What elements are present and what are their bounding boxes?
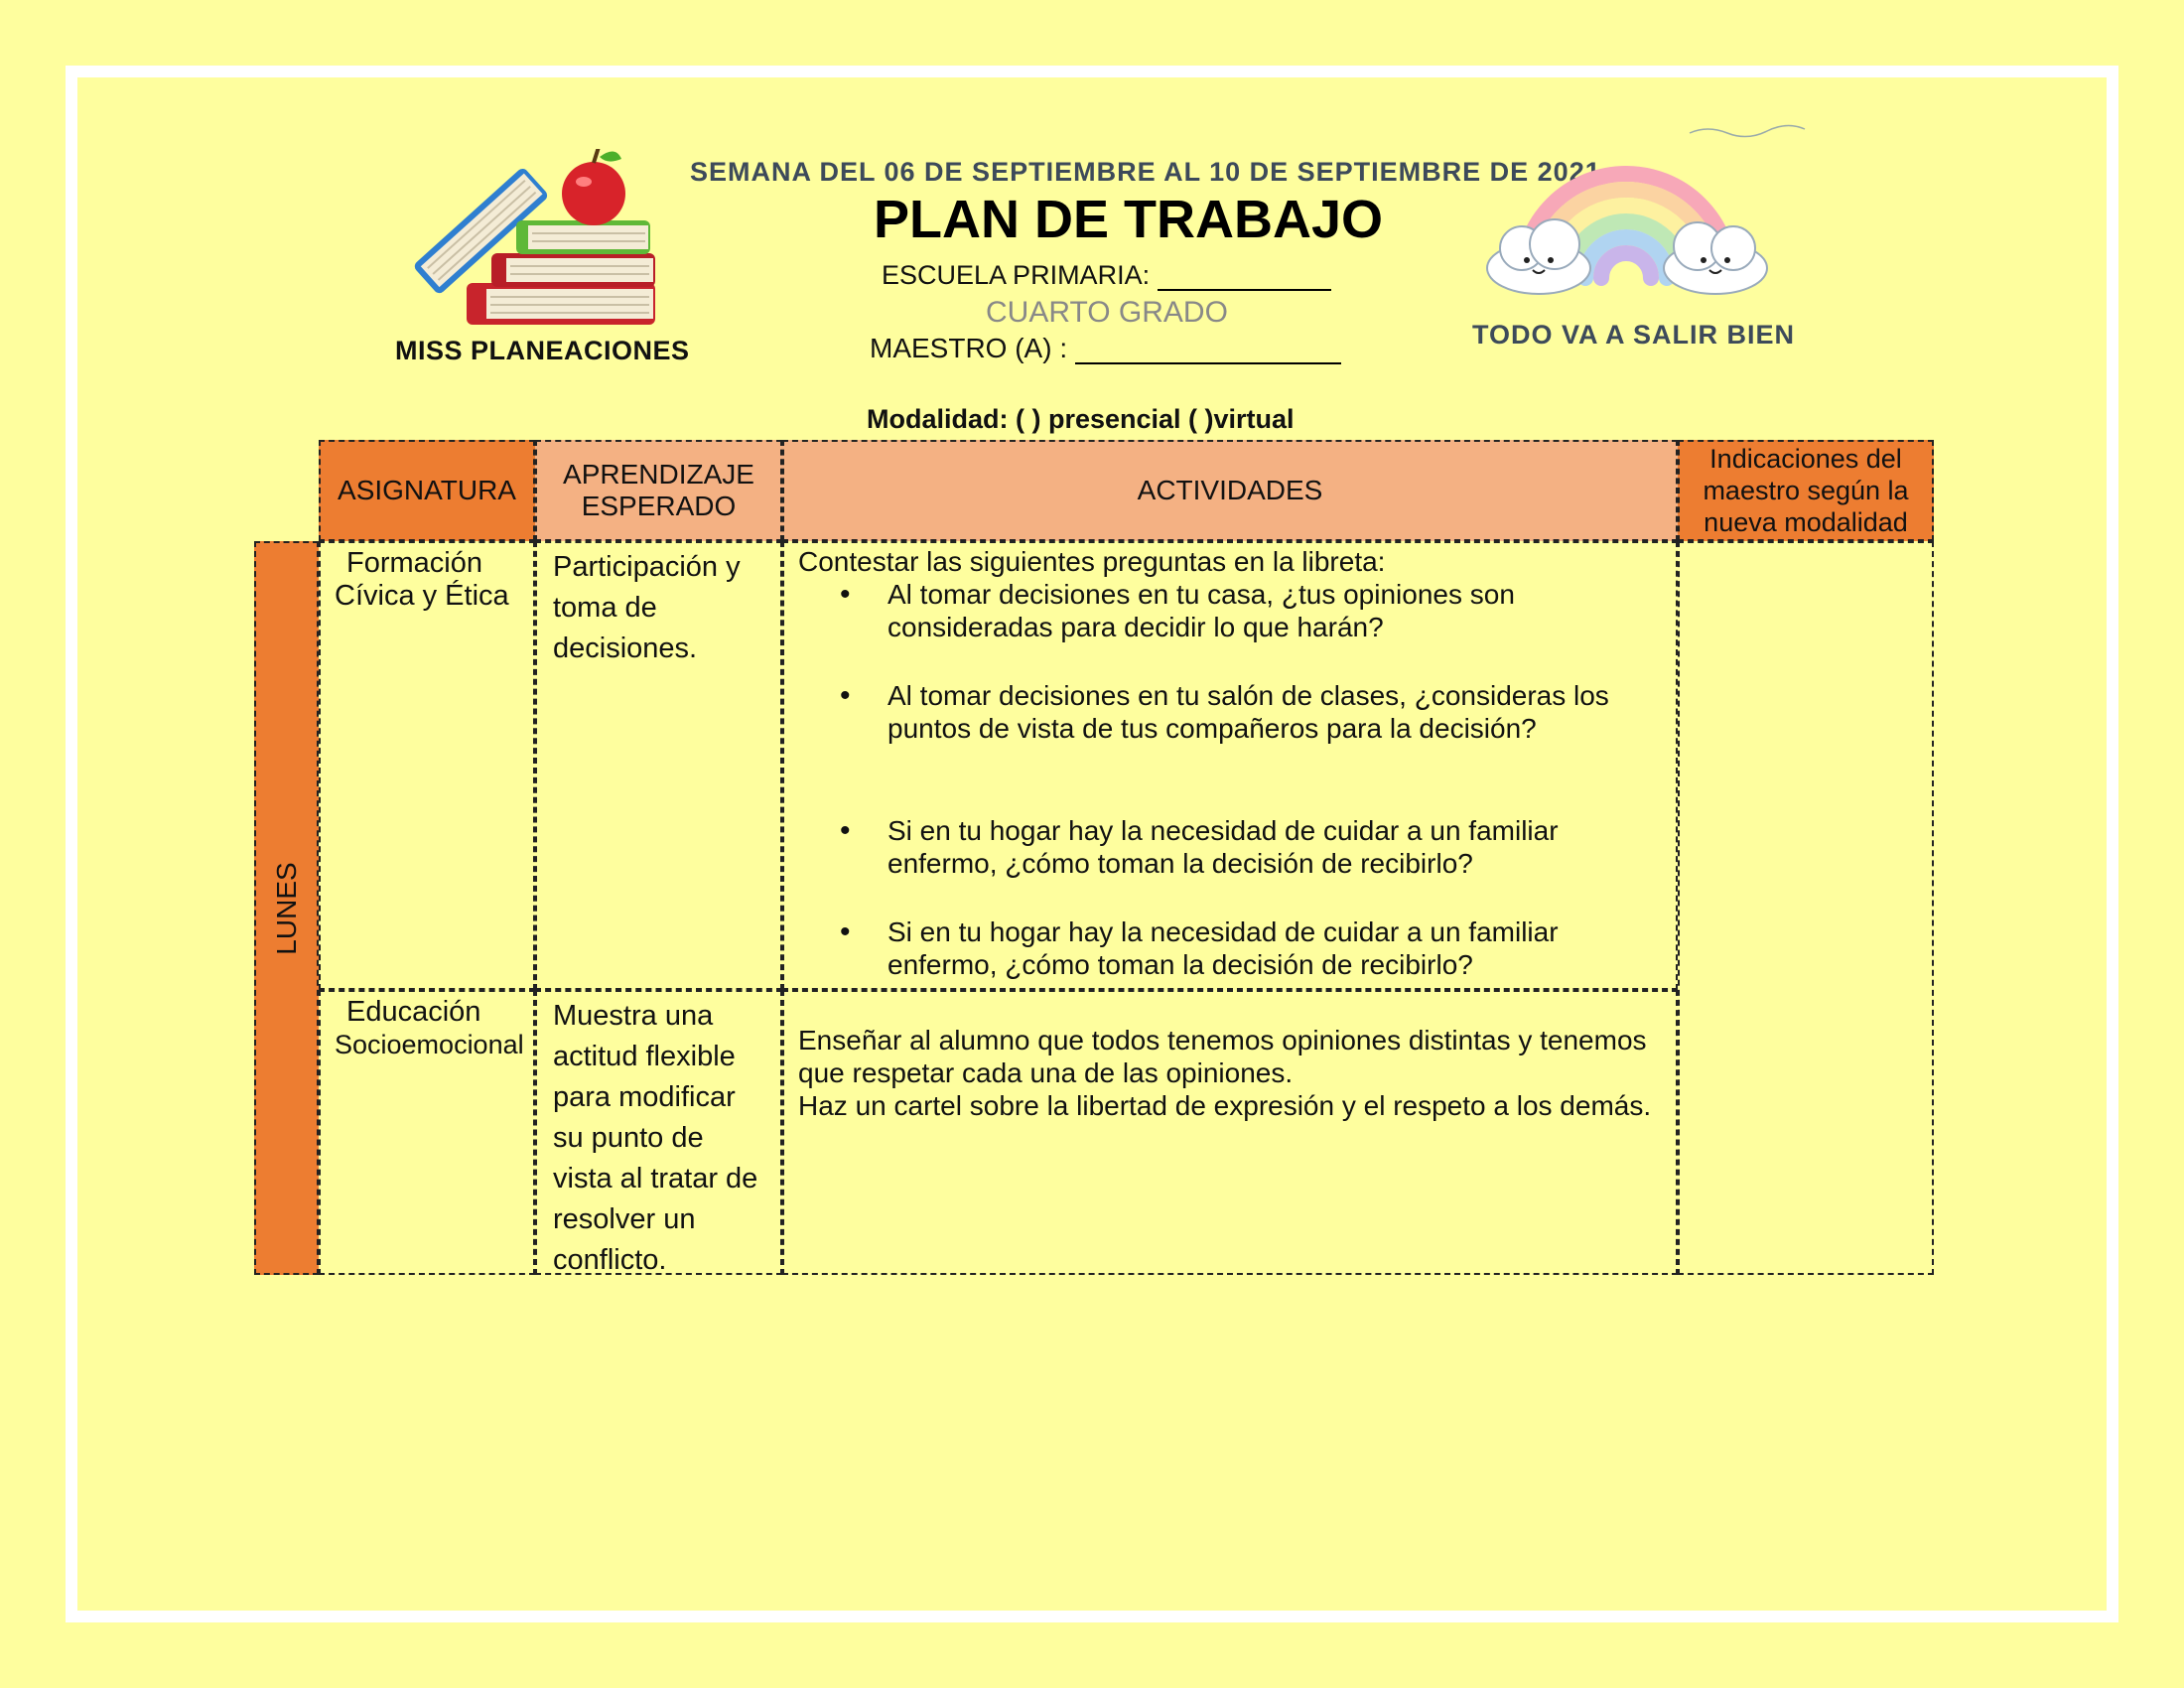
brand-name: MISS PLANEACIONES	[395, 336, 690, 365]
list-item: • Si en tu hogar hay la necesidad de cuidar a un familiar enfermo, ¿cómo toman la decisión de recibirlo?	[887, 915, 1662, 981]
activities-1-list	[798, 578, 1662, 981]
header-indicaciones	[1678, 440, 1934, 541]
school-field	[882, 260, 1331, 291]
header-actividades-label: ACTIVIDADES	[1137, 475, 1323, 505]
slogan: TODO VA A SALIR BIEN	[1472, 320, 1796, 350]
grade: CUARTO GRADO	[986, 296, 1228, 329]
learning-cell-2	[535, 990, 782, 1275]
teacher-blank-line	[1075, 337, 1341, 364]
activities-cell-1	[782, 541, 1678, 990]
teacher-field	[870, 333, 1341, 364]
subject-cell-2	[319, 990, 535, 1275]
day-cell	[254, 541, 319, 1275]
activities-1-intro: Contestar las siguientes preguntas en la libreta:	[798, 546, 1386, 577]
subject-1-line1: Formación	[346, 547, 482, 579]
header-aprendizaje	[535, 440, 782, 541]
indicaciones-cell	[1678, 541, 1934, 1275]
header-asignatura-label: ASIGNATURA	[338, 475, 516, 505]
subject-cell-1	[319, 541, 535, 990]
rainbow-icon	[1477, 129, 1775, 308]
modalidad: Modalidad: ( ) presencial ( )virtual	[867, 404, 1295, 434]
list-item: • Al tomar decisiones en tu casa, ¿tus opiniones son consideradas para decidir lo que harán?	[887, 578, 1662, 643]
activities-2-line1: Enseñar al alumno que todos tenemos opiniones distintas y tenemos que respetar cada una de las opiniones.	[798, 1025, 1647, 1088]
activities-2-line2: Haz un cartel sobre la libertad de expresión y el respeto a los demás.	[798, 1090, 1652, 1121]
learning-2-text: Muestra una actitud flexible para modificar su punto de vista al tratar de resolver un conflicto.	[553, 1000, 758, 1276]
books-apple-logo	[397, 149, 665, 328]
header-asignatura	[319, 440, 535, 541]
teacher-label: MAESTRO (A) :	[870, 333, 1068, 363]
subject-2-line2: Socioemocional	[335, 1030, 524, 1059]
school-blank-line	[1158, 263, 1331, 291]
activities-cell-2	[782, 990, 1678, 1275]
list-item: • Al tomar decisiones en tu salón de clases, ¿consideras los puntos de vista de tus compañeros para la decisión?	[887, 679, 1662, 745]
subject-2-line1: Educación	[346, 996, 481, 1028]
week-range: SEMANA DEL 06 DE SEPTIEMBRE AL 10 DE SEPTIEMBRE DE 2021	[690, 157, 1601, 187]
page-title: PLAN DE TRABAJO	[874, 190, 1384, 249]
header-actividades	[782, 440, 1678, 541]
day-label: LUNES	[270, 861, 302, 955]
school-label: ESCUELA PRIMARIA:	[882, 260, 1151, 290]
learning-1-text: Participación y toma de decisiones.	[553, 551, 741, 664]
learning-cell-1	[535, 541, 782, 990]
header-indicaciones-label: Indicaciones del maestro según la nueva modalidad	[1703, 444, 1909, 537]
list-item: • Si en tu hogar hay la necesidad de cuidar a un familiar enfermo, ¿cómo toman la decisión de recibirlo?	[887, 814, 1662, 880]
subject-1-line2: Cívica y Ética	[335, 580, 509, 612]
header-aprendizaje-label: APRENDIZAJE ESPERADO	[563, 459, 754, 521]
